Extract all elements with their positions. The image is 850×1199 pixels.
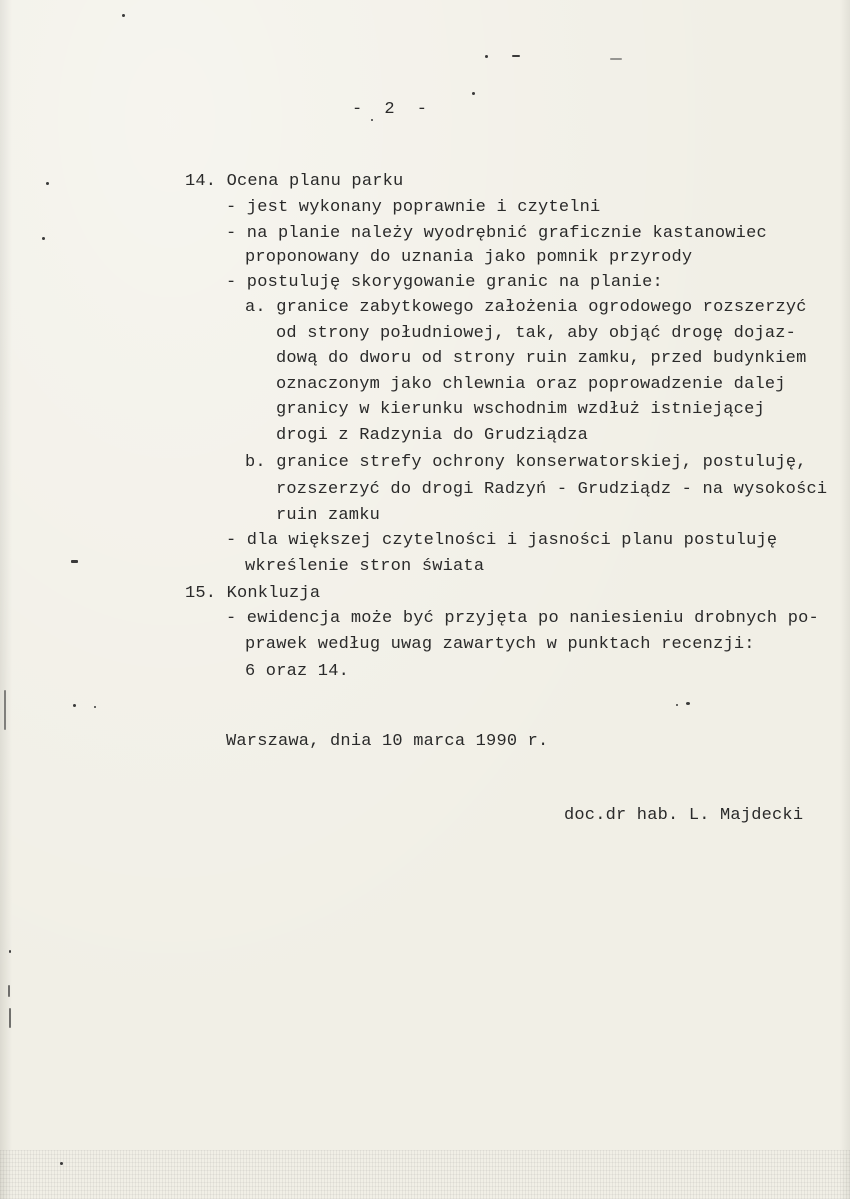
sub-item-continuation: oznaczonym jako chlewnia oraz poprowadzenie dalej [276,375,786,394]
scan-speck [472,92,475,95]
scan-speck [4,690,6,730]
scan-speck [676,704,678,706]
place-date: Warszawa, dnia 10 marca 1990 r. [226,732,549,751]
scan-speck [8,985,10,997]
list-item-continuation: prawek według uwag zawartych w punktach recenzji: [245,635,755,654]
sub-item-a: a. granice zabytkowego założenia ogrodowego rozszerzyć [245,298,807,317]
list-item-continuation: wkreślenie stron świata [245,557,485,576]
scan-speck [73,704,76,707]
list-item: - ewidencja może być przyjęta po naniesieniu drobnych po- [226,609,819,628]
scan-speck [610,58,622,60]
list-item: - postuluję skorygowanie granic na planie: [226,273,663,292]
page-number: - 2 - [352,100,434,119]
section-heading-15: 15. Konkluzja [185,584,321,603]
list-item-continuation: proponowany do uznania jako pomnik przyrody [245,248,693,267]
list-item: - jest wykonany poprawnie i czytelni [226,198,601,217]
sub-item-continuation: ruin zamku [276,506,381,525]
scan-speck [122,14,125,17]
scan-speck [9,950,11,953]
scan-speck [9,1008,11,1028]
list-item: - dla większej czytelności i jasności planu postuluję [226,531,778,550]
sub-item-continuation: granicy w kierunku wschodnim wzdłuż istniejącej [276,400,765,419]
sub-item-continuation: dową do dworu od strony ruin zamku, przed budynkiem [276,349,807,368]
list-item: - na planie należy wyodrębnić graficznie kastanowiec [226,224,767,243]
scan-speck [371,119,373,121]
signature: doc.dr hab. L. Majdecki [564,806,804,825]
sub-item-continuation: drogi z Radzynia do Grudziądza [276,426,589,445]
scan-speck [485,55,488,58]
list-item-continuation: 6 oraz 14. [245,662,350,681]
sub-item-b: b. granice strefy ochrony konserwatorskiej, postuluję, [245,453,807,472]
sub-item-continuation: rozszerzyć do drogi Radzyń - Grudziądz - na wysokości [276,480,828,499]
scan-speck [42,237,45,240]
scan-speck [46,182,49,185]
scan-speck [60,1162,63,1165]
scan-speck [94,706,96,708]
scan-speck [71,560,78,563]
scan-speck [686,702,690,705]
sub-item-continuation: od strony południowej, tak, aby objąć drogę dojaz- [276,324,797,343]
scan-speck [512,55,520,57]
scan-noise [0,1150,850,1199]
section-heading-14: 14. Ocena planu parku [185,172,404,191]
